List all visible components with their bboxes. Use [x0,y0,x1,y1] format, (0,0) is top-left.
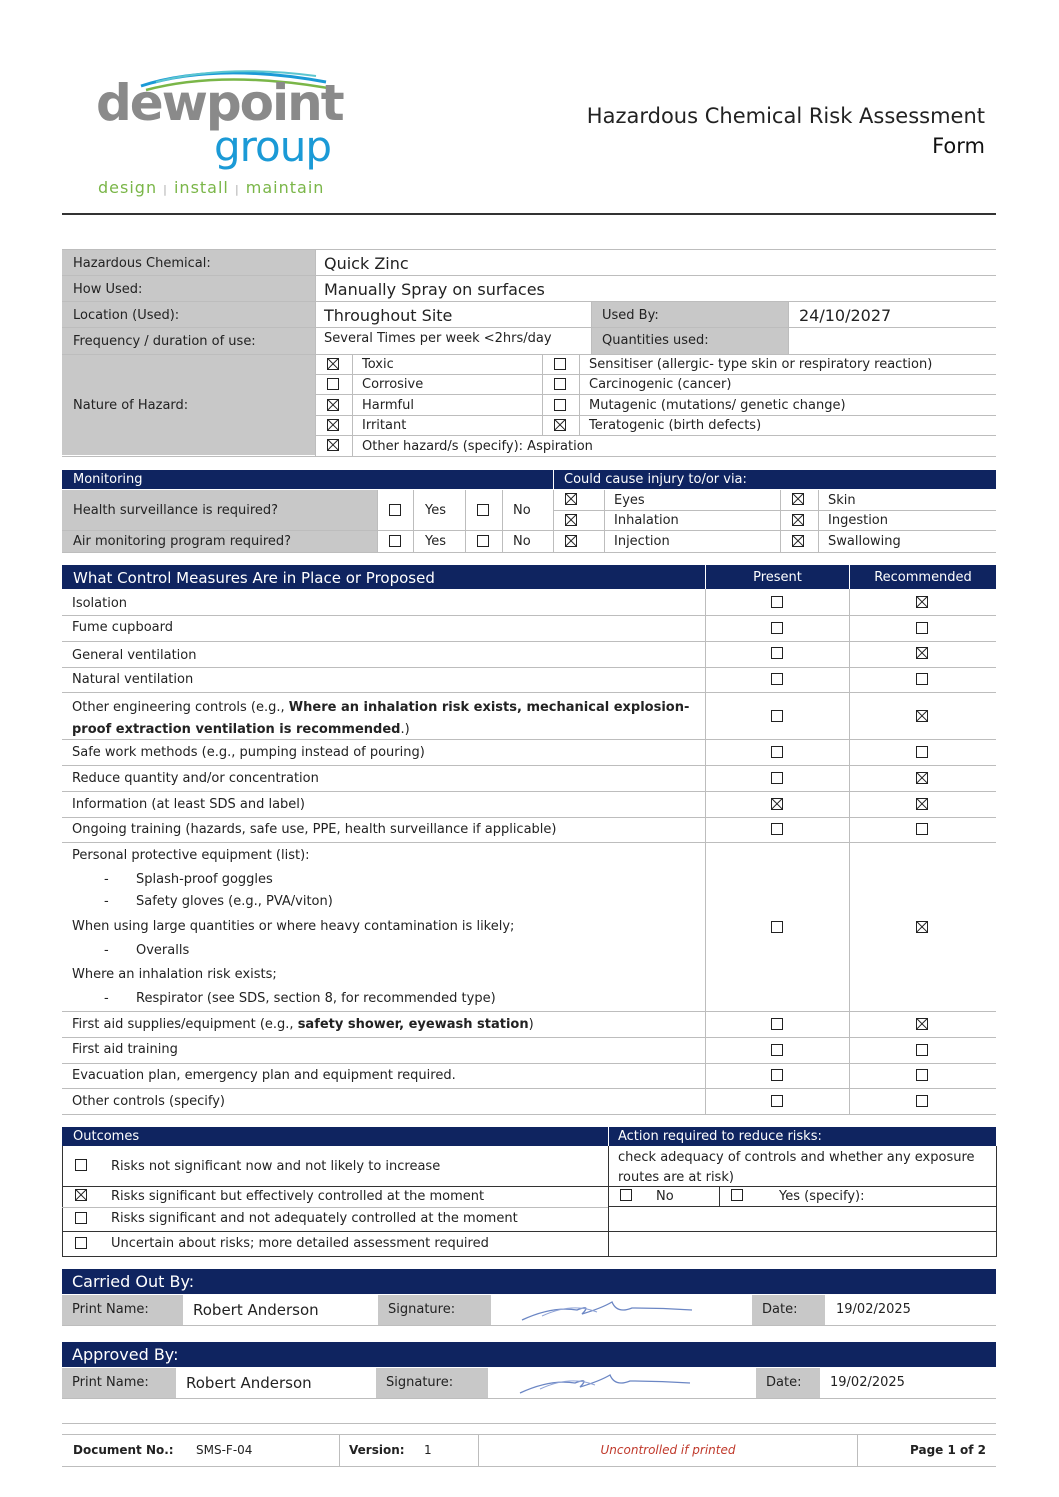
divider [719,1187,720,1206]
divider [62,667,996,668]
injury-eyes-label: Eyes [614,493,645,508]
health-surveillance-no-label: No [513,503,531,518]
first-aid-prefix: First aid supplies/equipment (e.g., [72,1017,298,1032]
hazard-toxic-checkbox[interactable] [327,358,339,370]
injury-skin-label: Skin [828,493,856,508]
control-ongoing-training-recommended-checkbox[interactable] [916,823,928,835]
control-other-engineering-recommended-checkbox[interactable] [916,710,928,722]
control-isolation-recommended-checkbox[interactable] [916,596,928,608]
carried-out-signature-icon[interactable] [512,1296,702,1326]
control-fume-cupboard-recommended-checkbox[interactable] [916,622,928,634]
hazard-sensitiser-label: Sensitiser (allergic- type skin or respiratory reaction) [589,357,933,372]
outcome-not-controlled-checkbox[interactable] [75,1212,87,1224]
outcome-controlled-label: Risks significant but effectively controlled at the moment [111,1189,485,1204]
approved-title: Approved By: [72,1345,179,1364]
control-other-engineering-suffix: .) [400,722,410,737]
control-first-aid-training-label: First aid training [72,1042,178,1057]
control-other-engineering-prefix: Other engineering controls (e.g., [72,700,289,715]
divider [315,374,996,375]
control-information-recommended-checkbox[interactable] [916,798,928,810]
chemical-value[interactable]: Quick Zinc [324,254,409,273]
control-evacuation-plan-label: Evacuation plan, emergency plan and equipment required. [72,1068,456,1083]
quantities-label: Quantities used: [602,333,709,348]
ppe-dash-4: - [104,991,109,1006]
control-evacuation-plan-present-checkbox[interactable] [771,1069,783,1081]
action-required-text: check adequacy of controls and whether any exposure routes are at risk) [618,1150,975,1185]
injury-inhalation-label: Inhalation [614,513,679,528]
divider [62,817,996,818]
injury-injection-checkbox[interactable] [565,535,577,547]
health-surveillance-yes-checkbox[interactable] [389,504,401,516]
divider [608,1127,609,1146]
control-fume-cupboard-present-checkbox[interactable] [771,622,783,634]
label-column [62,250,315,455]
hazard-carcinogenic-checkbox[interactable] [554,378,566,390]
control-ppe-recommended-checkbox[interactable] [916,921,928,933]
divider [315,250,316,456]
monitoring-header-bar [62,470,996,489]
control-first-aid-supplies-present-checkbox[interactable] [771,1018,783,1030]
ppe-large-quantities: When using large quantities or where heavy contamination is likely; [72,919,515,934]
control-safe-work-present-checkbox[interactable] [771,746,783,758]
divider [377,490,378,552]
control-fume-cupboard-label: Fume cupboard [72,620,173,635]
footer-doc-label: Document No.: [73,1443,174,1457]
injury-injection-label: Injection [614,534,670,549]
air-monitoring-yes-checkbox[interactable] [389,535,401,547]
divider [62,301,996,302]
divider [608,1206,996,1207]
divider [339,1434,340,1466]
air-monitoring-question: Air monitoring program required? [73,534,292,549]
carried-out-date[interactable]: 19/02/2025 [836,1302,911,1317]
control-natural-ventilation-recommended-checkbox[interactable] [916,673,928,685]
control-other-controls-present-checkbox[interactable] [771,1095,783,1107]
logo-wordmark-top: dewpoint [96,74,343,132]
divider [62,456,996,457]
recommended-column-header: Recommended [874,570,972,585]
location-label: Location (Used): [73,308,180,323]
hazard-corrosive-checkbox[interactable] [327,378,339,390]
hazard-irritant-checkbox[interactable] [327,419,339,431]
control-other-engineering-present-checkbox[interactable] [771,710,783,722]
hazard-mutagenic-checkbox[interactable] [554,399,566,411]
location-value[interactable]: Throughout Site [324,306,453,325]
control-ongoing-training-label: Ongoing training (hazards, safe use, PPE, health surveillance if applicable) [72,822,557,837]
form-title-line1: Hazardous Chemical Risk Assessment [586,104,985,128]
controls-title: What Control Measures Are in Place or Proposed [73,569,435,587]
hazard-sensitiser-checkbox[interactable] [554,358,566,370]
control-natural-ventilation-label: Natural ventilation [72,672,194,687]
action-yes-label: Yes (specify): [779,1189,865,1204]
divider [780,490,781,552]
divider [62,1231,996,1232]
injury-ingestion-label: Ingestion [828,513,888,528]
control-other-controls-recommended-checkbox[interactable] [916,1095,928,1107]
frequency-value[interactable]: Several Times per week <2hrs/day [324,331,552,346]
hazard-harmful-label: Harmful [362,398,414,413]
divider [62,1423,996,1424]
divider [62,275,996,276]
ppe-inhalation-risk: Where an inhalation risk exists; [72,967,277,982]
approved-header-bar [62,1342,996,1367]
outcome-controlled-checkbox[interactable] [75,1189,87,1201]
hazard-irritant-label: Irritant [362,418,407,433]
first-aid-suffix: ) [528,1017,534,1032]
control-reduce-quantity-recommended-checkbox[interactable] [916,772,928,784]
present-column-header: Present [753,570,802,585]
carried-out-header-bar [62,1269,996,1294]
divider [465,490,466,552]
divider [315,394,996,395]
divider [62,615,996,616]
divider [553,470,554,489]
nature-of-hazard-label: Nature of Hazard: [73,398,189,413]
divider [413,490,414,552]
divider [553,490,554,552]
divider [62,1037,996,1038]
injury-swallowing-label: Swallowing [828,534,901,549]
divider [315,435,996,436]
carried-out-title: Carried Out By: [72,1272,195,1291]
footer-page-number: Page 1 of 2 [910,1443,986,1457]
divider [62,1088,996,1089]
control-general-ventilation-recommended-checkbox[interactable] [916,647,928,659]
control-information-label: Information (at least SDS and label) [72,797,305,812]
frequency-label: Frequency / duration of use: [73,334,256,349]
control-reduce-quantity-label: Reduce quantity and/or concentration [72,771,319,786]
ppe-item-gloves: Safety gloves (e.g., PVA/viton) [136,894,333,909]
approved-name[interactable]: Robert Anderson [186,1374,312,1392]
divider [62,327,996,328]
ppe-dash-2: - [104,894,109,909]
injury-skin-checkbox[interactable] [792,493,804,505]
hazard-harmful-checkbox[interactable] [327,399,339,411]
divider [62,1207,608,1208]
form-title [587,104,985,158]
ppe-dash-1: - [104,872,109,887]
injury-eyes-checkbox[interactable] [565,493,577,505]
divider [62,791,996,792]
carried-out-date-label: Date: [762,1302,798,1317]
divider [62,692,996,693]
action-yes-checkbox[interactable] [731,1189,743,1201]
divider [62,765,996,766]
hazard-corrosive-label: Corrosive [362,377,424,392]
action-no-label: No [656,1189,674,1204]
outcome-uncertain-checkbox[interactable] [75,1237,87,1249]
action-no-checkbox[interactable] [620,1189,632,1201]
air-monitoring-yes-label: Yes [425,534,446,549]
approved-signature-icon[interactable] [510,1369,700,1399]
air-monitoring-no-label: No [513,534,531,549]
tagline-install: install [173,178,229,197]
approved-signature-label: Signature: [386,1375,454,1390]
used-by-label: Used By: [602,308,659,323]
control-other-engineering-label [72,697,697,741]
injury-ingestion-checkbox[interactable] [792,514,804,526]
first-aid-bold: safety shower, eyewash station [297,1017,529,1032]
control-safe-work-label: Safe work methods (e.g., pumping instead of pouring) [72,745,425,760]
outcome-uncertain-label: Uncertain about risks; more detailed assessment required [111,1236,489,1251]
divider [315,415,996,416]
divider [579,354,580,436]
hazard-other-checkbox[interactable] [327,439,339,451]
control-ppe-present-checkbox[interactable] [771,921,783,933]
logo-tagline: design | install | maintain [98,178,325,197]
control-first-aid-training-recommended-checkbox[interactable] [916,1044,928,1056]
divider [608,1146,609,1256]
ppe-heading: Personal protective equipment (list): [72,848,310,863]
control-isolation-present-checkbox[interactable] [771,596,783,608]
hazard-teratogenic-checkbox[interactable] [554,419,566,431]
divider [62,1063,996,1064]
divider [62,552,996,553]
hazard-mutagenic-label: Mutagenic (mutations/ genetic change) [589,398,846,413]
control-safe-work-recommended-checkbox[interactable] [916,746,928,758]
divider [62,354,996,355]
divider [502,490,503,552]
divider [62,1114,996,1115]
monitoring-title: Monitoring [73,472,143,487]
used-by-value[interactable]: 24/10/2027 [799,306,892,325]
outcomes-header-bar [62,1127,996,1146]
control-natural-ventilation-present-checkbox[interactable] [771,673,783,685]
hazard-teratogenic-label: Teratogenic (birth defects) [589,418,762,433]
footer-doc-value: SMS-F-04 [196,1443,253,1457]
divider [591,302,592,354]
ppe-item-goggles: Splash-proof goggles [136,872,273,887]
form-title-line2: Form [932,134,985,158]
divider [542,354,543,436]
tagline-maintain: maintain [245,178,325,197]
health-surveillance-yes-label: Yes [425,503,446,518]
divider [62,1434,996,1435]
hazard-toxic-label: Toxic [362,357,394,372]
control-information-present-checkbox[interactable] [771,798,783,810]
header-divider [62,213,996,215]
divider [818,490,819,552]
health-surveillance-question: Health surveillance is required? [73,503,279,518]
control-reduce-quantity-present-checkbox[interactable] [771,772,783,784]
company-logo [96,62,356,202]
ppe-item-respirator: Respirator (see SDS, section 8, for recommended type) [136,991,496,1006]
control-first-aid-supplies-label [72,1017,534,1032]
outcome-not-controlled-label: Risks significant and not adequately controlled at the moment [111,1211,518,1226]
control-other-engineering-bold: Where an inhalation risk exists, mechanical explosion-proof extraction ventilation is recommended [72,700,690,737]
divider [62,842,996,843]
air-monitoring-no-checkbox[interactable] [477,535,489,547]
how-used-label: How Used: [73,282,143,297]
control-ongoing-training-present-checkbox[interactable] [771,823,783,835]
divider [62,641,996,642]
injury-inhalation-checkbox[interactable] [565,514,577,526]
carried-out-print-label: Print Name: [72,1302,149,1317]
control-isolation-label: Isolation [72,596,128,611]
control-evacuation-plan-recommended-checkbox[interactable] [916,1069,928,1081]
footer-uncontrolled-notice: Uncontrolled if printed [600,1443,736,1457]
divider [62,1011,996,1012]
footer-version-label: Version: [349,1443,405,1457]
action-required-title: Action required to reduce risks: [618,1129,822,1144]
chemical-label: Hazardous Chemical: [73,256,211,271]
divider [604,490,605,552]
hazard-other-label: Other hazard/s (specify): Aspiration [362,439,593,454]
approved-date-label: Date: [766,1375,802,1390]
how-used-value[interactable]: Manually Spray on surfaces [324,280,545,299]
outcomes-title: Outcomes [73,1129,140,1144]
carried-out-signature-label: Signature: [388,1302,456,1317]
outcome-not-significant-checkbox[interactable] [75,1159,87,1171]
outcome-not-significant-label: Risks not significant now and not likely to increase [111,1159,441,1174]
approved-print-label: Print Name: [72,1375,149,1390]
ppe-dash-3: - [104,943,109,958]
carried-out-name[interactable]: Robert Anderson [193,1301,319,1319]
control-other-controls-label: Other controls (specify) [72,1094,225,1109]
ppe-item-overalls: Overalls [136,943,190,958]
divider [553,510,996,511]
hazard-carcinogenic-label: Carcinogenic (cancer) [589,377,732,392]
injury-title: Could cause injury to/or via: [564,472,747,487]
control-general-ventilation-present-checkbox[interactable] [771,647,783,659]
control-first-aid-supplies-recommended-checkbox[interactable] [916,1018,928,1030]
divider [62,530,996,531]
divider [352,354,353,456]
injury-swallowing-checkbox[interactable] [792,535,804,547]
divider [62,1466,996,1467]
approved-date[interactable]: 19/02/2025 [830,1375,905,1390]
logo-wordmark-bottom: group [214,122,331,171]
health-surveillance-no-checkbox[interactable] [477,504,489,516]
divider [788,302,789,354]
tagline-design: design [98,178,158,197]
control-first-aid-training-present-checkbox[interactable] [771,1044,783,1056]
control-general-ventilation-label: General ventilation [72,648,197,663]
footer-version-value: 1 [424,1443,432,1457]
